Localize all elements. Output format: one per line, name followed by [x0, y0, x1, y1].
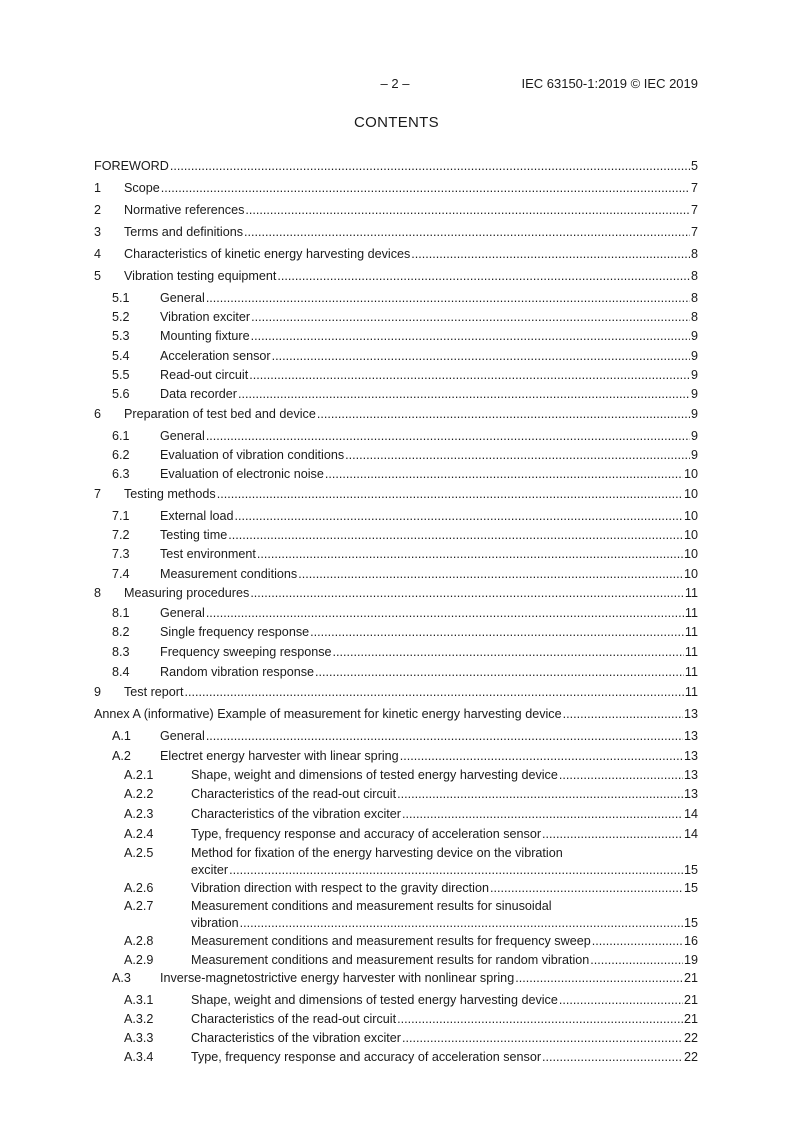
toc-entry-page: 15	[683, 916, 698, 930]
toc-entry[interactable]	[94, 767, 698, 784]
dot-leader	[515, 970, 683, 987]
toc-entry-page: 7	[690, 181, 698, 195]
toc-entry-page: 14	[683, 807, 698, 821]
toc-entry-number: 7.3	[112, 547, 130, 561]
toc-entry-title: Measuring procedures	[124, 586, 250, 600]
toc-entry-page: 13	[683, 707, 698, 721]
toc-entry-title: Characteristics of kinetic energy harvesting devices	[124, 247, 411, 261]
toc-entry[interactable]	[94, 898, 698, 932]
toc-entry-page: 9	[690, 407, 698, 421]
dot-leader	[542, 826, 683, 843]
toc-entry-title: Test environment	[160, 547, 256, 561]
toc-entry-number: 6.3	[112, 467, 130, 481]
toc-entry-page: 19	[683, 953, 698, 967]
toc-entry-page: 11	[684, 685, 698, 699]
toc-entry[interactable]	[94, 624, 698, 641]
dot-leader	[590, 952, 683, 969]
dot-leader	[185, 684, 684, 701]
toc-entry-page: 21	[683, 971, 698, 985]
toc-entry-title: Data recorder	[160, 387, 237, 401]
toc-entry-number: A.3.1	[124, 993, 154, 1007]
toc-entry[interactable]	[94, 585, 698, 602]
toc-entry-title: Measurement conditions and measurement results for sinusoidal	[191, 899, 552, 913]
toc-entry-page: 7	[690, 225, 698, 239]
toc-entry-number: A.2.5	[124, 846, 154, 860]
toc-entry-title: Type, frequency response and accuracy of acceleration sensor	[191, 1050, 542, 1064]
dot-leader	[206, 428, 690, 445]
toc-entry-number: A.3.2	[124, 1012, 154, 1026]
dot-leader	[400, 748, 683, 765]
toc-entry-number: A.3.4	[124, 1050, 154, 1064]
toc-entry-number: A.2.6	[124, 881, 154, 895]
toc-entry[interactable]	[94, 546, 698, 563]
toc-entry-number: 9	[94, 685, 102, 699]
toc-entry-title: Type, frequency response and accuracy of acceleration sensor	[191, 827, 542, 841]
toc-entry-title: exciter	[191, 863, 229, 877]
toc-entry-page: 10	[683, 487, 698, 501]
dot-leader	[277, 268, 690, 285]
dot-leader	[333, 644, 684, 661]
toc-entry-number: 8.2	[112, 625, 130, 639]
toc-entry-title: Electret energy harvester with linear spring	[160, 749, 399, 763]
toc-entry-page: 13	[683, 787, 698, 801]
toc-entry-page: 10	[683, 528, 698, 542]
dot-leader	[542, 1049, 683, 1066]
toc-entry-number: 8.3	[112, 645, 130, 659]
toc-entry[interactable]	[94, 158, 698, 175]
toc-entry-title: General	[160, 729, 205, 743]
dot-leader	[402, 806, 683, 823]
toc-entry-number: 5.1	[112, 291, 130, 305]
toc-entry[interactable]	[94, 508, 698, 525]
toc-entry-number: A.2.7	[124, 899, 154, 913]
dot-leader	[250, 585, 684, 602]
standard-reference: IEC 63150-1:2019 © IEC 2019	[521, 76, 698, 91]
dot-leader	[217, 486, 683, 503]
toc-entry-title: General	[160, 606, 205, 620]
toc-entry-page: 8	[690, 247, 698, 261]
toc-entry-page: 8	[690, 269, 698, 283]
toc-entry-page: 13	[683, 749, 698, 763]
dot-leader	[249, 367, 690, 384]
toc-entry-title: Vibration direction with respect to the gravity direction	[191, 881, 489, 895]
toc-entry-page: 11	[684, 606, 698, 620]
dot-leader	[397, 1011, 683, 1028]
dot-leader	[345, 447, 690, 464]
page-title: CONTENTS	[354, 114, 439, 131]
toc-entry-title: Acceleration sensor	[160, 349, 271, 363]
toc-entry[interactable]	[94, 664, 698, 681]
toc-entry[interactable]	[94, 644, 698, 661]
toc-entry-page: 10	[683, 467, 698, 481]
toc-entry-number: A.2.4	[124, 827, 154, 841]
toc-entry[interactable]	[94, 1030, 698, 1047]
toc-entry-page: 22	[683, 1031, 698, 1045]
toc-entry-number: 5	[94, 269, 102, 283]
toc-entry-page: 13	[683, 768, 698, 782]
toc-entry-page: 9	[690, 368, 698, 382]
toc-entry[interactable]	[94, 406, 698, 423]
toc-entry-title: Characteristics of the vibration exciter	[191, 807, 401, 821]
toc-entry-page: 9	[690, 349, 698, 363]
toc-entry-number: 5.5	[112, 368, 130, 382]
toc-entry-page: 10	[683, 567, 698, 581]
toc-entry-page: 22	[683, 1050, 698, 1064]
toc-entry-number: A.2.3	[124, 807, 154, 821]
toc-entry[interactable]	[94, 1011, 698, 1028]
toc-entry[interactable]	[94, 447, 698, 464]
toc-entry[interactable]	[94, 180, 698, 197]
toc-entry[interactable]	[94, 992, 698, 1009]
toc-entry-number: 2	[94, 203, 102, 217]
toc-entry[interactable]	[94, 728, 698, 745]
toc-entry-number: A.2.8	[124, 934, 154, 948]
dot-leader	[592, 933, 683, 950]
toc-entry[interactable]	[94, 466, 698, 483]
toc-entry-title: Shape, weight and dimensions of tested energy harvesting device	[191, 993, 558, 1007]
dot-leader	[229, 862, 683, 879]
dot-leader	[402, 1030, 683, 1047]
toc-entry-number: 7.2	[112, 528, 130, 542]
toc-entry-number: 4	[94, 247, 102, 261]
toc-entry-title: Measurement conditions and measurement results for random vibration	[191, 953, 590, 967]
toc-entry-number: 8.4	[112, 665, 130, 679]
toc-entry[interactable]	[94, 486, 698, 503]
toc-entry[interactable]	[94, 527, 698, 544]
toc-entry-page: 10	[683, 547, 698, 561]
toc-entry-title: Shape, weight and dimensions of tested energy harvesting device	[191, 768, 558, 782]
toc-entry-title: Characteristics of the vibration exciter	[191, 1031, 401, 1045]
toc-entry-page: 8	[690, 310, 698, 324]
toc-entry-page: 9	[690, 448, 698, 462]
toc-entry[interactable]	[94, 428, 698, 445]
toc-entry-page: 9	[690, 429, 698, 443]
toc-entry-page: 11	[684, 586, 698, 600]
toc-entry-title: Read-out circuit	[160, 368, 249, 382]
dot-leader	[310, 624, 684, 641]
toc-entry-title: Scope	[124, 181, 160, 195]
page-number: – 2 –	[380, 76, 410, 91]
toc-entry[interactable]	[94, 386, 698, 403]
toc-entry[interactable]	[94, 348, 698, 365]
toc-entry-page: 21	[683, 1012, 698, 1026]
dot-leader	[170, 158, 690, 175]
toc-entry-number: A.2.2	[124, 787, 154, 801]
toc-entry-number: A.2	[112, 749, 131, 763]
toc-entry-page: 10	[683, 509, 698, 523]
toc-entry-page: 14	[683, 827, 698, 841]
dot-leader	[559, 767, 683, 784]
toc-entry-title: Vibration exciter	[160, 310, 251, 324]
toc-entry-page: 15	[683, 863, 698, 877]
dot-leader	[206, 728, 683, 745]
toc-entry-number: A.2.1	[124, 768, 154, 782]
toc-entry-title: Terms and definitions	[124, 225, 244, 239]
toc-entry[interactable]	[94, 933, 698, 950]
toc-entry-title: Test report	[124, 685, 184, 699]
toc-entry-title: Preparation of test bed and device	[124, 407, 316, 421]
toc-entry[interactable]	[94, 748, 698, 765]
toc-entry-title: vibration	[191, 916, 239, 930]
dot-leader	[317, 406, 690, 423]
toc-entry[interactable]	[94, 880, 698, 897]
toc-entry-title: Method for fixation of the energy harvesting device on the vibration	[191, 846, 563, 860]
toc-entry-number: A.2.9	[124, 953, 154, 967]
dot-leader	[563, 706, 683, 723]
dot-leader	[325, 466, 683, 483]
toc-entry-title: Annex A (informative) Example of measurement for kinetic energy harvesting device	[94, 707, 562, 721]
toc-entry[interactable]	[94, 246, 698, 263]
toc-entry-title: External load	[160, 509, 234, 523]
toc-entry-page: 11	[684, 645, 698, 659]
dot-leader	[559, 992, 683, 1009]
toc-entry-title: General	[160, 291, 205, 305]
toc-entry[interactable]	[94, 268, 698, 285]
dot-leader	[161, 180, 690, 197]
dot-leader	[272, 348, 690, 365]
dot-leader	[240, 915, 683, 932]
toc-entry-title: Random vibration response	[160, 665, 315, 679]
toc-entry[interactable]	[94, 684, 698, 701]
toc-entry-page: 9	[690, 329, 698, 343]
toc-entry-page: 11	[684, 625, 698, 639]
toc-entry-title: Single frequency response	[160, 625, 310, 639]
toc-entry[interactable]	[94, 970, 698, 987]
toc-entry-number: 8.1	[112, 606, 130, 620]
toc-entry[interactable]	[94, 566, 698, 583]
dot-leader	[244, 224, 690, 241]
toc-entry[interactable]	[94, 605, 698, 622]
dot-leader	[238, 386, 690, 403]
dot-leader	[397, 786, 683, 803]
toc-entry-page: 13	[683, 729, 698, 743]
dot-leader	[257, 546, 683, 563]
toc-entry-title: FOREWORD	[94, 159, 169, 173]
toc-entry-number: 7	[94, 487, 102, 501]
toc-entry-number: A.1	[112, 729, 131, 743]
toc-entry-number: 7.4	[112, 567, 130, 581]
dot-leader	[235, 508, 683, 525]
toc-entry-title: Evaluation of electronic noise	[160, 467, 324, 481]
toc-entry-number: 5.6	[112, 387, 130, 401]
dot-leader	[298, 566, 683, 583]
toc-entry[interactable]	[94, 290, 698, 307]
toc-entry-title: Vibration testing equipment	[124, 269, 277, 283]
toc-entry-page: 7	[690, 203, 698, 217]
dot-leader	[245, 202, 690, 219]
toc-entry[interactable]	[94, 202, 698, 219]
toc-entry-title: Measurement conditions and measurement results for frequency sweep	[191, 934, 591, 948]
toc-entry[interactable]	[94, 309, 698, 326]
toc-entry-number: 1	[94, 181, 102, 195]
toc-entry-page: 9	[690, 387, 698, 401]
toc-entry-page: 8	[690, 291, 698, 305]
toc-entry-number: 5.3	[112, 329, 130, 343]
dot-leader	[315, 664, 684, 681]
toc-entry-number: A.3.3	[124, 1031, 154, 1045]
toc-entry[interactable]	[94, 1049, 698, 1066]
toc-entry[interactable]	[94, 224, 698, 241]
toc-entry-title: Measurement conditions	[160, 567, 298, 581]
dot-leader	[206, 605, 684, 622]
toc-entry-number: 6.2	[112, 448, 130, 462]
toc-entry-number: A.3	[112, 971, 131, 985]
toc-entry-number: 5.4	[112, 349, 130, 363]
dot-leader	[206, 290, 690, 307]
toc-entry[interactable]	[94, 845, 698, 879]
toc-entry-title: Inverse-magnetostrictive energy harvester with nonlinear spring	[160, 971, 515, 985]
toc-entry[interactable]	[94, 952, 698, 969]
toc-entry-page: 16	[683, 934, 698, 948]
toc-entry-title: Evaluation of vibration conditions	[160, 448, 345, 462]
toc-entry[interactable]	[94, 367, 698, 384]
toc-entry-page: 21	[683, 993, 698, 1007]
toc-entry-title: Normative references	[124, 203, 245, 217]
dot-leader	[228, 527, 683, 544]
toc-entry-page: 15	[683, 881, 698, 895]
toc-entry[interactable]	[94, 806, 698, 823]
toc-entry-title: Testing time	[160, 528, 228, 542]
toc-entry-number: 6.1	[112, 429, 130, 443]
dot-leader	[490, 880, 683, 897]
toc-entry-number: 8	[94, 586, 102, 600]
toc-entry-page: 5	[690, 159, 698, 173]
toc-entry-number: 7.1	[112, 509, 130, 523]
toc-entry-title: General	[160, 429, 205, 443]
toc-entry-title: Testing methods	[124, 487, 216, 501]
toc-entry-number: 3	[94, 225, 102, 239]
toc-entry-page: 11	[684, 665, 698, 679]
toc-entry-title: Characteristics of the read-out circuit	[191, 787, 397, 801]
toc-entry-number: 6	[94, 407, 102, 421]
dot-leader	[411, 246, 690, 263]
toc-entry[interactable]	[94, 328, 698, 345]
dot-leader	[251, 328, 690, 345]
toc-entry-title: Characteristics of the read-out circuit	[191, 1012, 397, 1026]
toc-entry[interactable]	[94, 786, 698, 803]
toc-entry-title: Mounting fixture	[160, 329, 250, 343]
toc-entry-title: Frequency sweeping response	[160, 645, 332, 659]
toc-entry-number: 5.2	[112, 310, 130, 324]
dot-leader	[251, 309, 690, 326]
toc-entry[interactable]	[94, 826, 698, 843]
toc-entry[interactable]	[94, 706, 698, 723]
